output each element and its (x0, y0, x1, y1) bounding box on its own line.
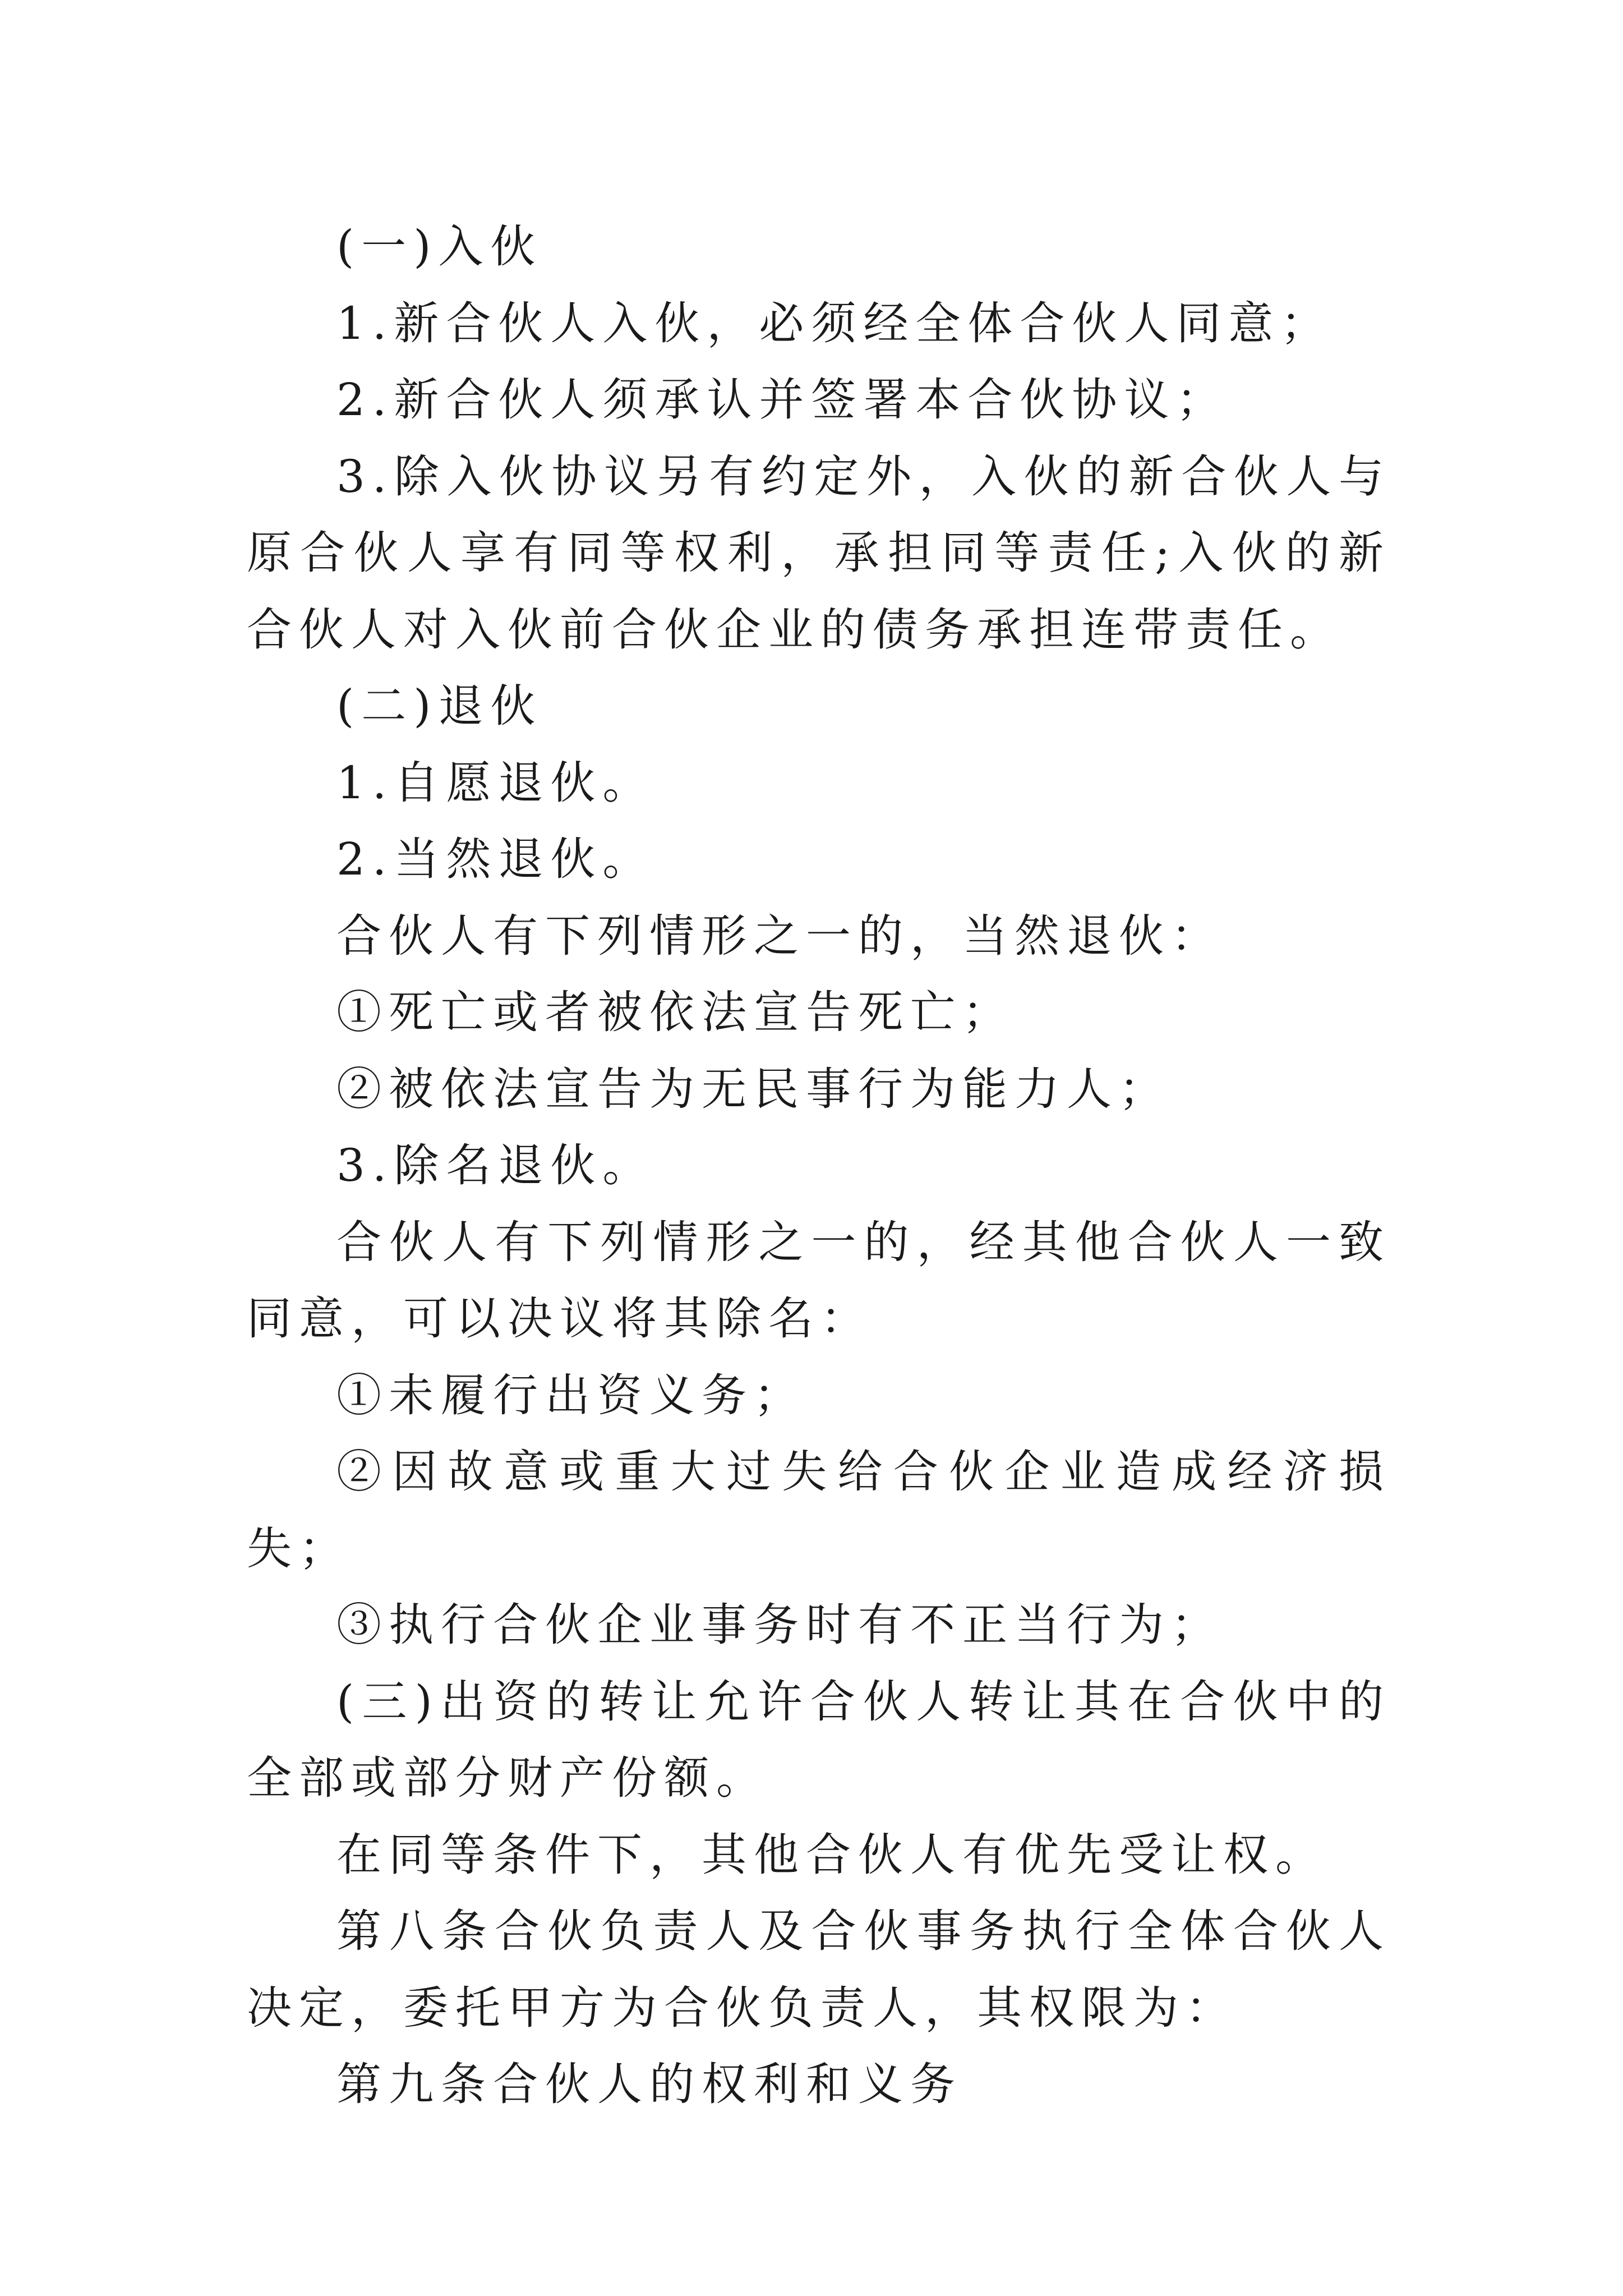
paragraph: 3.除入伙协议另有约定外，入伙的新合伙人与原合伙人享有同等权利，承担同等责任;入伙的新合伙人对入伙前合伙企业的债务承担连带责任。 (247, 450, 1391, 656)
section-heading-joining: (一)入伙 (336, 220, 543, 273)
paragraph: 2.新合伙人须承认并签署本合伙协议； (336, 374, 1229, 426)
list-item: ②因故意或重大过失给合伙企业造成经济损失； (247, 1446, 1391, 1575)
paragraph: 1.新合伙人入伙，必须经全体合伙人同意； (336, 297, 1333, 349)
paragraph: 在同等条件下，其他合伙人有优先受让权。 (336, 1828, 1327, 1881)
paragraph: 合伙人有下列情形之一的，经其他合伙人一致同意，可以决议将其除名： (247, 1216, 1391, 1345)
list-item: ③执行合伙企业事务时有不正当行为； (336, 1599, 1223, 1651)
article-8: 第八条合伙负责人及合伙事务执行全体合伙人决定，委托甲方为合伙负责人，其权限为： (247, 1905, 1391, 2034)
document-body (247, 209, 1391, 2123)
article-9: 第九条合伙人的权利和义务 (336, 2058, 962, 2110)
paragraph: 1.自愿退伙。 (336, 756, 655, 809)
section-heading-withdrawal: (二)退伙 (336, 680, 543, 732)
paragraph: 2.当然退伙。 (336, 833, 655, 885)
list-item: ①未履行出资义务； (336, 1369, 806, 1421)
paragraph: 3.除名退伙。 (336, 1139, 655, 1191)
section-heading-transfer: (三)出资的转让允许合伙人转让其在合伙中的全部或部分财产份额。 (247, 1675, 1391, 1804)
paragraph: 合伙人有下列情形之一的，当然退伙： (336, 909, 1223, 962)
list-item: ①死亡或者被依法宣告死亡； (336, 986, 1015, 1038)
list-item: ②被依法宣告为无民事行为能力人； (336, 1062, 1171, 1115)
